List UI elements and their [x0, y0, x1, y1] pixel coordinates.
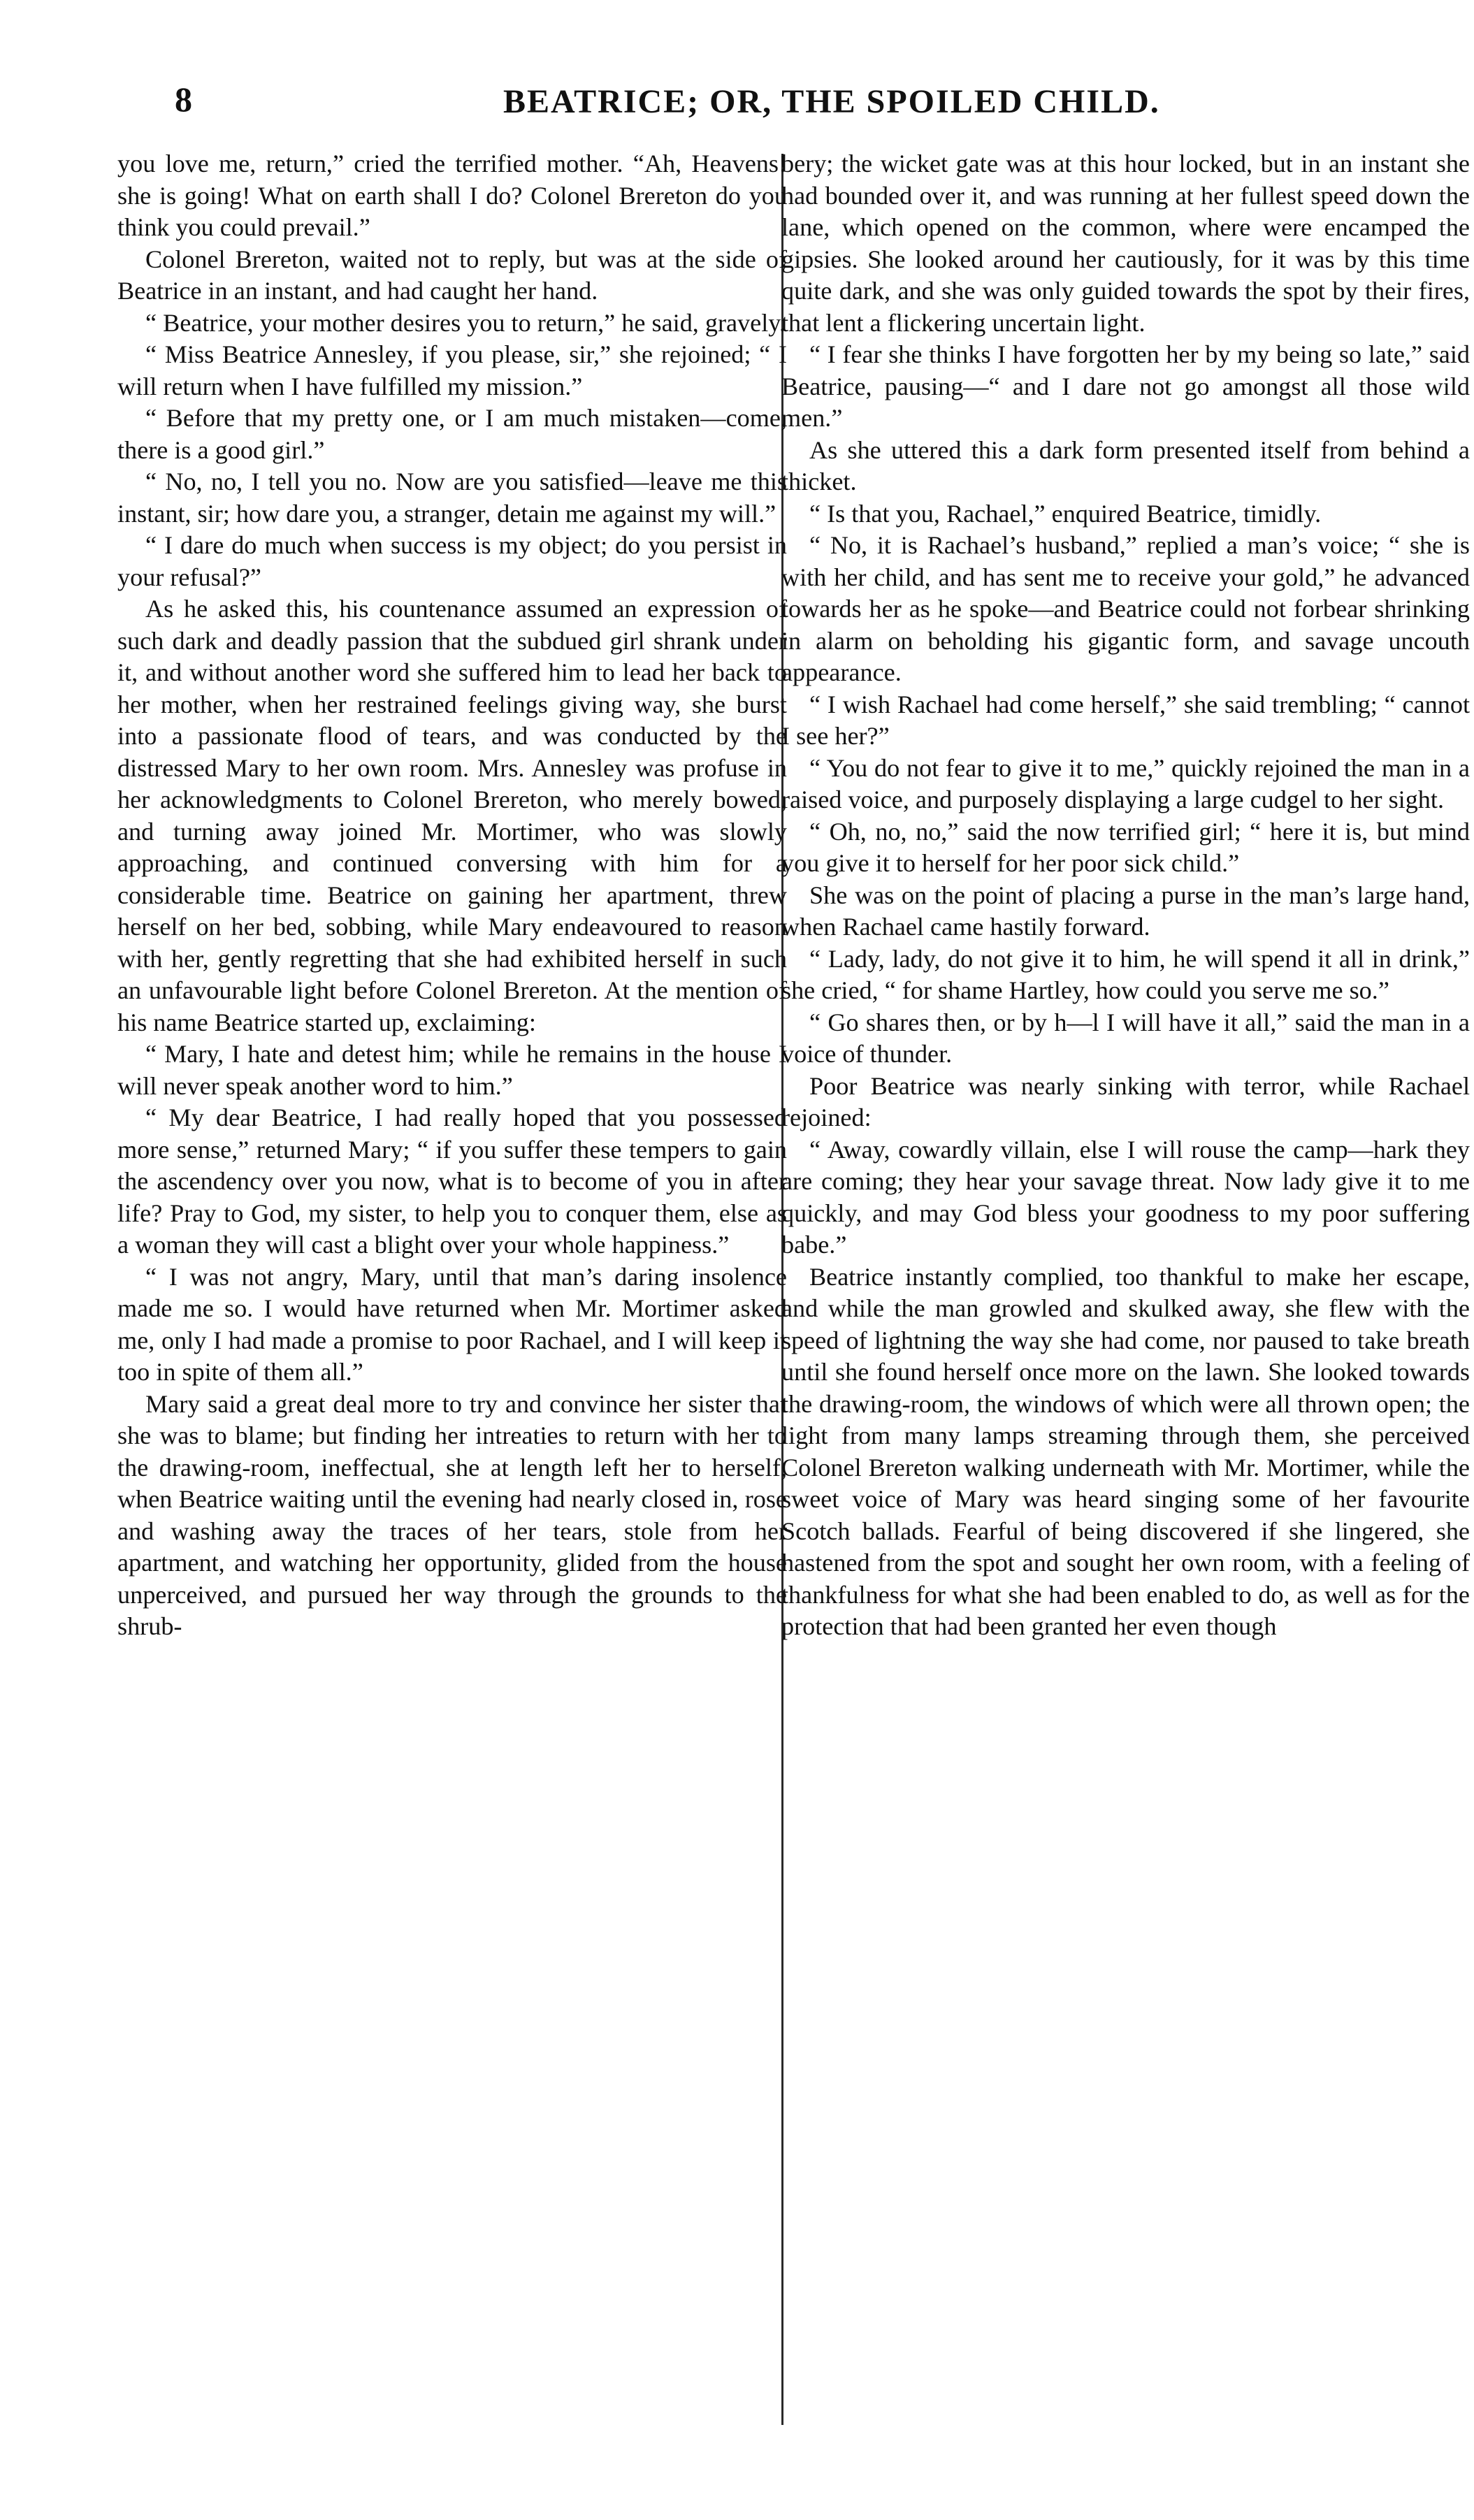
paragraph: Mary said a great deal more to try and convince her sister that she was to blame; but finding her intreaties to return with her to the drawing-room, ineffectual, she at length left her to herself, when Beatrice waiting until the evening had nearly closed in, rose and washing away the traces of her tears, stole from her apartment, and watching her opportunity, glided from the house unperceived, and pursued her way through the grounds to the shrub- [117, 1389, 787, 1640]
paragraph: “ Mary, I hate and detest him; while he remains in the house I will never speak another word to him.” [117, 1040, 787, 1100]
paragraph: “ No, it is Rachael’s husband,” replied a man’s voice; “ she is with her child, and has sent me to receive your gold,” he advanced towards her as he spoke—and Beatrice could not forbear shrinking in alarm on beholding his gigantic form, and savage uncouth appearance. [781, 531, 1470, 686]
paragraph: “ Lady, lady, do not give it to him, he will spend it all in drink,” she cried, “ for shame Hartley, how could you serve me so.” [781, 944, 1470, 1004]
paragraph: “ I was not angry, Mary, until that man’s daring insolence made me so. I would have returned when Mr. Mortimer asked me, only I had made a promise to poor Rachael, and I will keep it too in spite of them all.” [117, 1262, 787, 1386]
paragraph: She was on the point of placing a purse in the man’s large hand, when Rachael came hastily forward. [781, 881, 1470, 941]
paragraph: “ My dear Beatrice, I had really hoped that you possessed more sense,” returned Mary; “ if you suffer these tempers to gain the ascendency over you now, what is to become of you in after life? Pray to God, my sister, to help you to conquer them, else as a woman they will cast a blight over your whole happiness.” [117, 1103, 787, 1259]
right-text-column [781, 148, 1470, 1643]
paragraph: “ I fear she thinks I have forgotten her by my being so late,” said Beatrice, pausing—“ and I dare not go amongst all those wild men.” [781, 340, 1470, 432]
paragraph: “ Miss Beatrice Annesley, if you please, sir,” she rejoined; “ I will return when I have fulfilled my mission.” [117, 340, 787, 400]
paragraph: “ I dare do much when success is my object; do you persist in your refusal?” [117, 531, 787, 591]
paragraph: “ Is that you, Rachael,” enquired Beatrice, timidly. [809, 499, 1322, 528]
paragraph: you love me, return,” cried the terrified mother. “Ah, Heavens! she is going! What on earth shall I do? Colonel Brereton do you think you could prevail.” [117, 150, 787, 241]
running-title: BEATRICE; OR, THE SPOILED CHILD. [503, 83, 1160, 120]
paragraph: “ I wish Rachael had come herself,” she said trembling; “ cannot I see her?” [781, 690, 1470, 750]
left-text-column [117, 148, 787, 1643]
paragraph: “ Oh, no, no,” said the now terrified girl; “ here it is, but mind you give it to herself for her poor sick child.” [781, 817, 1470, 877]
running-header [175, 78, 1468, 134]
paragraph: Poor Beatrice was nearly sinking with terror, while Rachael rejoined: [781, 1071, 1470, 1131]
paragraph: Colonel Brereton, waited not to reply, but was at the side of Beatrice in an instant, and had caught her hand. [117, 245, 787, 305]
paragraph: As she uttered this a dark form presented itself from behind a thicket. [781, 435, 1470, 495]
paragraph: “ You do not fear to give it to me,” quickly rejoined the man in a raised voice, and purposely displaying a large cudgel to her sight. [781, 753, 1470, 813]
paragraph: “ Go shares then, or by h—l I will have it all,” said the man in a voice of thunder. [781, 1008, 1470, 1068]
paragraph: “ Away, cowardly villain, else I will rouse the camp—hark they are coming; they hear your savage threat. Now lady give it to me quickly, and may God bless your goodness to my poor suffering babe.” [781, 1135, 1470, 1259]
paragraph: “ Beatrice, your mother desires you to return,” he said, gravely. [145, 308, 786, 337]
paragraph: “ Before that my pretty one, or I am much mistaken—come, there is a good girl.” [117, 404, 787, 464]
paragraph: bery; the wicket gate was at this hour locked, but in an instant she had bounded over it, and was running at her fullest speed down the lane, which opened on the common, where were encamped the gipsies. She looked around her cautiously, for it was by this time quite dark, and she was only guided towards the spot by their fires, that lent a flickering uncertain light. [781, 150, 1470, 337]
page-number: 8 [175, 80, 192, 119]
paragraph: “ No, no, I tell you no. Now are you satisfied—leave me this instant, sir; how dare you, a stranger, detain me against my will.” [117, 468, 787, 528]
paragraph: Beatrice instantly complied, too thankful to make her escape, and while the man growled and skulked away, she flew with the speed of lightning the way she had come, nor paused to take breath until she found herself once more on the lawn. She looked towards the drawing-room, the windows of which were all thrown open; the light from many lamps streaming through them, she perceived Colonel Brereton walking underneath with Mr. Mortimer, while the sweet voice of Mary was heard singing some of her favourite Scotch ballads. Fearful of being discovered if she lingered, she hastened from the spot and sought her own room, with a feeling of thankfulness for what she had been enabled to do, as well as for the protection that had been granted her even though [781, 1262, 1470, 1640]
paragraph: As he asked this, his countenance assumed an expression of such dark and deadly passion that the subdued girl shrank under it, and without another word she suffered him to lead her back to her mother, when her restrained feelings giving way, she burst into a passionate flood of tears, and was conducted by the distressed Mary to her own room. Mrs. Annesley was profuse in her acknowledgments to Colonel Brereton, who merely bowed, and turning away joined Mr. Mortimer, who was slowly approaching, and continued conversing with him for a considerable time. Beatrice on gaining her apartment, threw herself on her bed, sobbing, while Mary endeavoured to reason with her, gently regretting that she had exhibited herself in such an unfavourable light before Colonel Brereton. At the mention of his name Beatrice started up, exclaiming: [117, 595, 787, 1036]
